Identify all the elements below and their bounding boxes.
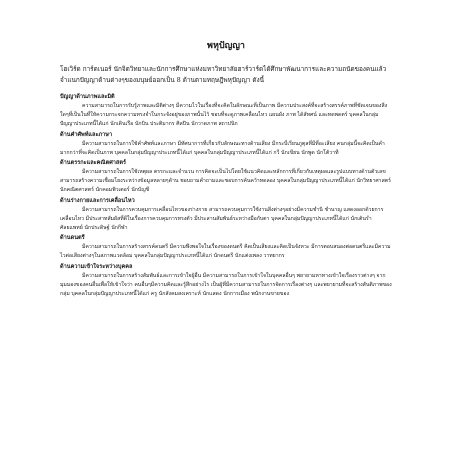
- document-title: พหุปัญญา: [207, 41, 245, 51]
- section-logical-mathematical: [60, 159, 392, 196]
- section-bodily-kinesthetic: [60, 197, 392, 234]
- section-linguistic: [60, 131, 392, 158]
- section-body: มีความสามารถในการควบคุมการเคลื่อนไหวของร่างกาย สามารถควบคุมการใช้งานสิ่งต่างๆอย่างมีความชำนิ ชำนาญ แสดงออกด้วยการเคลื่อนไหว มีประสาทสัมผัสที่ดีในเรื่องการควบคุมการทรงตัว มีประสานสัมพันธ์ระหว่างมือกับตา บุคคลในกลุ่มปัญญาประเภทนี้ได้แก่ นักเต้นรำ ศัลยแพทย์ นักประดิษฐ์ นักกีฬา: [60, 206, 384, 232]
- section-heading: ด้านร่างกายและการเคลื่อนไหว: [60, 197, 135, 204]
- section-visual-spatial: [60, 93, 392, 130]
- section-heading: ปัญญาด้านภาพและมิติ: [60, 94, 115, 100]
- section-interpersonal: [60, 263, 392, 300]
- section-heading: ด้านความเข้าใจระหว่างบุคคล: [60, 263, 133, 270]
- section-heading: ด้านคำศัพท์และภาษา: [60, 131, 113, 138]
- section-musical: [60, 234, 392, 261]
- section-body: มีความสามารถในการใช้เหตุผล ตรรกะและจำนวน การคิดจะเป็นไปโดยใช้แนวคิดและหลักการที่เกี่ยวกับเหตุผลและรูปแบบทางด้านตัวเลข สามารถสร้างความเชื่อมโยงระหว่างข้อมูลหลายๆด้าน ชอบถามคำถามและชอบการค้นคว้าทดลอง บุคคลในกลุ่มปัญญาประเภทนี้ได้แก่ นักวิทยาศาสตร์ นักคณิตศาสตร์ นักคอมพิวเตอร์ นักบัญชี: [60, 169, 391, 194]
- section-heading: ด้านดนตรี: [60, 235, 85, 242]
- section-body: มีความสามารถในการสร้างสรรค์ดนตรี มีความพึงพอใจในเรื่องของดนตรี คิดเป็นเสียงและคิดเป็นจังหวะ มีการตอบสนองต่อดนตรีและมีความไวต่อเสียงต่างๆในสภาพแวดล้อม บุคคลในกลุ่มปัญญาประเภทนี้ได้แก่ นักดนตรี นักแต่งเพลง วาทยากร: [60, 244, 391, 260]
- section-body: มีความสามารถในการใช้คำศัพท์และภาษา มีทัศนาการที่เกี่ยวกับลักษณะทางด้านเสียง มีกระบี่เรียนภูตุลที่มีที่อะเสียง คนกลุ่มนี้จะคิดเป็นคำมากกว่าที่จะคิดเป็นภาพ บุคคลในกลุ่มปัญญาประเภทนี้ได้แก่ บุคคลในกลุ่มปัญญาประเภทนี้ได้แก่ กวี นักเขียน นักพูด นักโต้วาที: [60, 140, 385, 156]
- intro-paragraph: โฮเวิร์ด การ์ดเนอร์ นักจิตวิทยาและนักการศึกษาแห่งมหาวิทยาลัยฮาร์วาร์ดได้ศึกษาพัฒนาการและความถนัดของคนแล้วจำแนกปัญญาด้านต่างๆของมนุษย์ออกเป็น 8 ด้านตามทฤษฎีพหุปัญญา ดังนี้: [60, 65, 387, 84]
- section-heading: ด้านตรรกะและคณิตศาสตร์: [60, 160, 126, 167]
- section-body: มีความสามารถในการสร้างสัมพันธ์และการเข้าใจผู้อื่น มีความสามารถในการเข้าใจในบุคคลอื่นๆ พยายามหาทางเข้าใจเรื่องราวต่างๆ จากมุมมองของคนอื่นเพื่อให้เข้าใจว่า คนอื่นๆมีความคิดและรู้สึกอย่างไร เป็นผู้ที่มีความสามารถในการจัดการเรื่องต่างๆ และพยายามที่จะสร้างสันติภาพของกลุ่ม บุคคลในกลุ่มปัญญาประเภทนี้ได้แก่ ครู นักสังคมสงเคราะห์ นักแสดง นักการเมือง พนักงานขายของ: [60, 272, 392, 298]
- section-body: ความสามารถในการรับรู้ภาพและมิติต่างๆ มีความไวในเรื่องที่จะคิดในลักษณะที่เป็นภาพ มีความประสงค์ที่จะสร้างสรรค์ภาพที่ชัดเจนของสิ่งใดๆที่เป็นในที่ให้ความกระจกความทรงจำในกระจังอยู่ของภาพนั้นไว้ ชอบที่จะดูภาพเคลื่อนไหว แผนผัง ภาพ ได้สัทศน์ และทดพดตร์ บุคคลในกลุ่มปัญญาประเภทนี้ได้แก่ นักเดินเรือ นักบิน ประติมากร ศิลปิน นักวาดภาพ สถาปนิก: [60, 103, 388, 128]
